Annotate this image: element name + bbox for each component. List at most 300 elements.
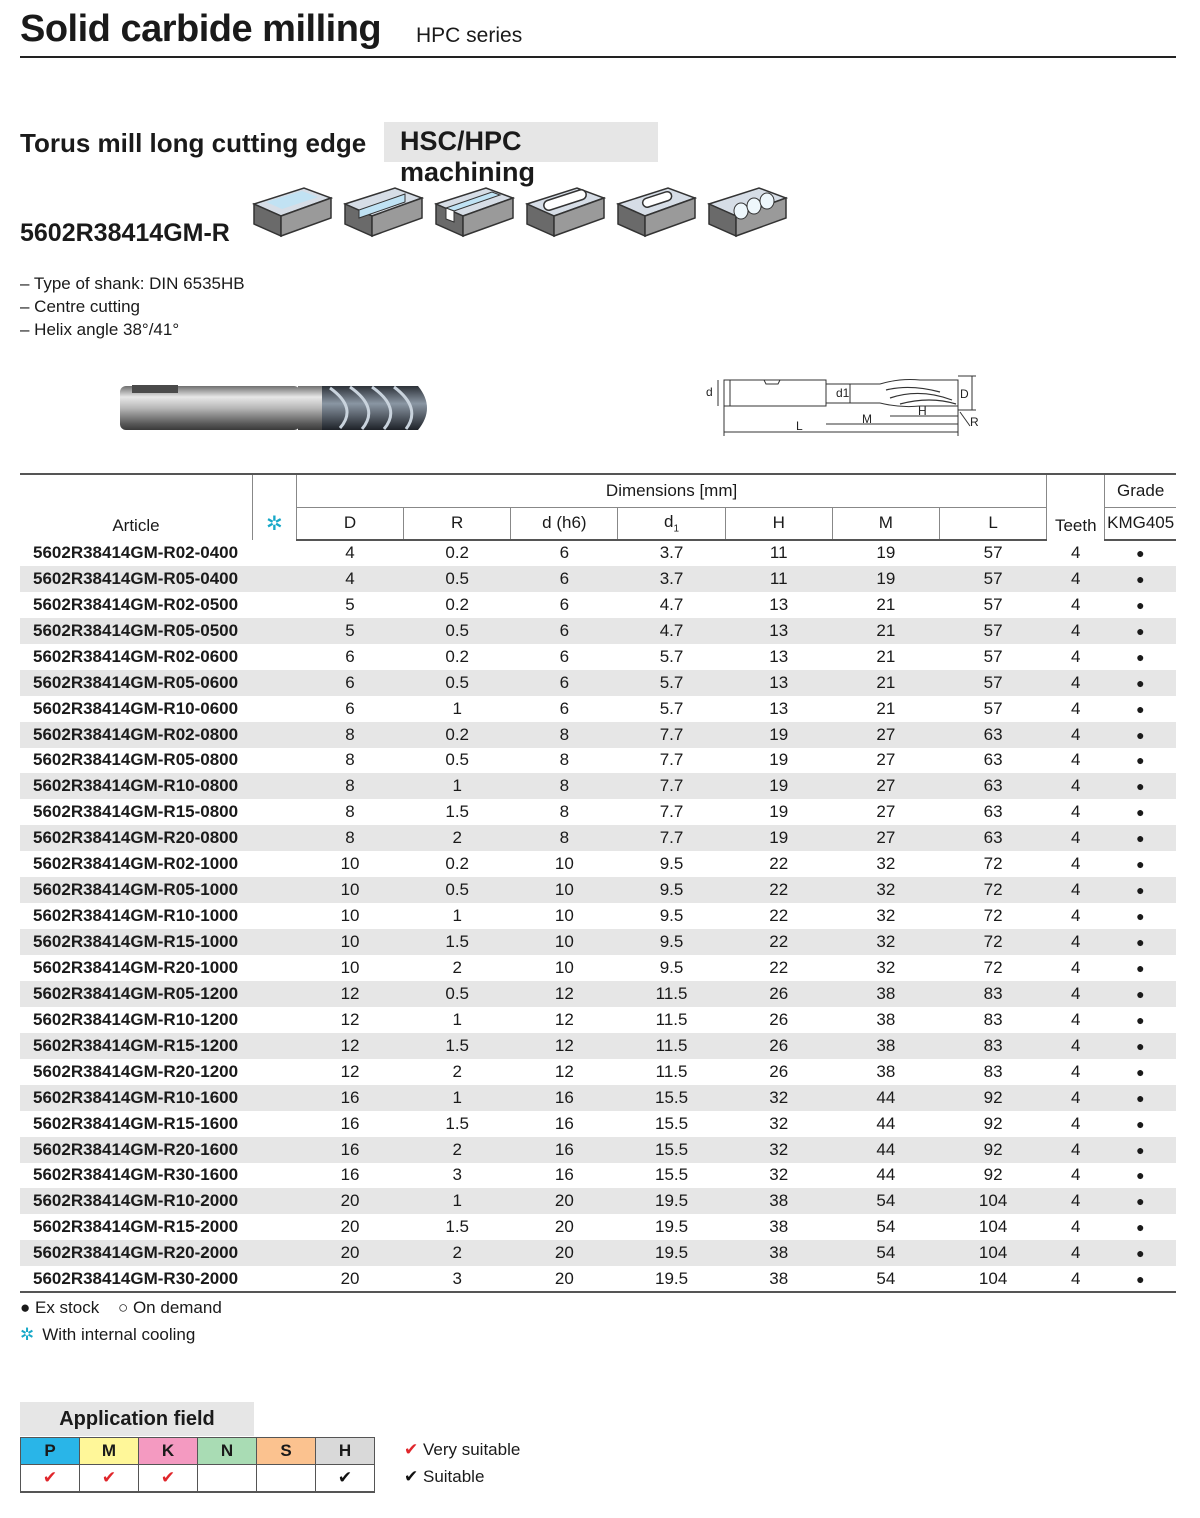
table-row: [20, 670, 1176, 696]
slot-milling-icon: [434, 182, 515, 242]
cell-H: 32: [725, 1085, 832, 1111]
cell-grade-kmg405: ●: [1105, 1240, 1176, 1266]
cell-grade-kmg405: ●: [1105, 981, 1176, 1007]
cell-L: 92: [983, 1165, 1003, 1185]
cell-M: 27: [832, 825, 939, 851]
cell-cooling-cell: [252, 1137, 296, 1163]
cell-article: 5602R38414GM-R20-1600: [20, 1137, 252, 1163]
table-row: [20, 618, 1176, 644]
table-row: [20, 1137, 1176, 1163]
table-row: [20, 981, 1176, 1007]
cell-D: 20: [340, 1217, 360, 1237]
table-row: [20, 1188, 1176, 1214]
cell-grade-kmg405: ●: [1136, 1011, 1145, 1028]
material-m: M: [80, 1438, 139, 1465]
cell-H: 38: [725, 1266, 832, 1292]
cell-d1: 9.5: [659, 906, 684, 926]
cell-d-h6: 6: [559, 698, 570, 718]
cell-teeth: 4: [1047, 877, 1105, 903]
cell-cooling-cell: [252, 722, 296, 748]
cell-article: 5602R38414GM-R20-1200: [33, 1061, 239, 1081]
cell-d1: 11.5: [618, 981, 725, 1007]
cell-R: 0.5: [404, 670, 511, 696]
cell-article: 5602R38414GM-R30-2000: [20, 1266, 252, 1292]
cell-H: 22: [769, 957, 789, 977]
cell-R: 1.5: [445, 1217, 470, 1237]
cell-R: 1.5: [404, 1033, 511, 1059]
pocket-milling-icon: [525, 182, 606, 242]
cell-d1: 15.5: [654, 1113, 689, 1133]
cell-M: 44: [832, 1137, 939, 1163]
cell-cooling-cell: [252, 1266, 296, 1292]
cell-R: 2: [452, 957, 462, 977]
cell-grade-kmg405: ●: [1136, 700, 1145, 717]
cell-teeth: 4: [1071, 698, 1081, 718]
cell-L: 92: [939, 1137, 1046, 1163]
material-p: P: [21, 1438, 80, 1465]
cell-M: 27: [876, 802, 896, 822]
cell-d-h6: 8: [559, 750, 570, 770]
cell-teeth: 4: [1071, 854, 1081, 874]
table-row: [20, 799, 1176, 825]
cell-article: 5602R38414GM-R15-2000: [33, 1217, 239, 1237]
very-suitable-label: Very suitable: [422, 1440, 521, 1459]
cell-teeth: 4: [1047, 981, 1105, 1007]
cell-grade-kmg405: ●: [1105, 773, 1176, 799]
cell-d-h6: 10: [554, 957, 574, 977]
cell-cooling-cell: [252, 592, 296, 618]
cell-article: 5602R38414GM-R05-1200: [20, 981, 252, 1007]
cell-article: 5602R38414GM-R10-1600: [20, 1085, 252, 1111]
cell-d1: 15.5: [618, 1085, 725, 1111]
material-k-suitability: ✔: [139, 1465, 198, 1492]
cell-cooling-cell: [252, 618, 296, 644]
header-H: H: [725, 507, 832, 540]
cell-teeth: 4: [1071, 906, 1081, 926]
cell-M: 32: [876, 854, 896, 874]
cell-cooling-cell: [252, 955, 296, 981]
material-h: H: [316, 1438, 375, 1465]
cell-cooling-cell: [252, 799, 296, 825]
ramping-icon: [616, 182, 697, 242]
cell-D: 16: [296, 1137, 403, 1163]
cell-grade-kmg405: ●: [1136, 545, 1145, 562]
tool-photo: [118, 378, 440, 438]
cell-d1: 9.5: [659, 854, 684, 874]
cell-L: 72: [983, 906, 1003, 926]
cell-L: 83: [939, 1033, 1046, 1059]
page-title: Solid carbide milling: [20, 8, 382, 50]
cell-d1: 9.5: [618, 877, 725, 903]
cell-H: 26: [769, 1009, 789, 1029]
cell-teeth: 4: [1047, 929, 1105, 955]
cell-R: 1: [452, 698, 462, 718]
cell-d-h6: 10: [511, 929, 618, 955]
very-suitable-check-icon: ✔: [404, 1440, 419, 1459]
cell-D: 10: [340, 957, 360, 977]
cell-R: 0.5: [404, 877, 511, 903]
cell-d-h6: 12: [554, 1009, 574, 1029]
table-row: [20, 1266, 1176, 1292]
cell-M: 54: [832, 1188, 939, 1214]
header-article: Article: [20, 474, 252, 540]
cell-M: 21: [832, 670, 939, 696]
cell-teeth: 4: [1047, 722, 1105, 748]
cell-cooling-cell: [252, 1111, 296, 1137]
cell-d-h6: 20: [554, 1217, 574, 1237]
cell-d-h6: 6: [511, 566, 618, 592]
cell-d1: 5.7: [659, 646, 684, 666]
cell-cooling-cell: [252, 1214, 296, 1240]
suitable-check-icon: ✔: [404, 1467, 419, 1486]
header-cooling: [252, 474, 296, 540]
header-M: M: [832, 507, 939, 540]
cell-H: 13: [725, 670, 832, 696]
cell-D: 20: [296, 1188, 403, 1214]
internal-cooling-icon: ✲: [20, 1325, 35, 1344]
cell-article: 5602R38414GM-R02-0800: [20, 722, 252, 748]
cell-d1: 19.5: [618, 1240, 725, 1266]
cell-d-h6: 10: [554, 854, 574, 874]
cell-R: 0.2: [404, 722, 511, 748]
suitability-legend: [404, 1436, 520, 1490]
cell-d-h6: 8: [511, 722, 618, 748]
legend-internal-cooling: With internal cooling: [42, 1325, 196, 1344]
cell-L: 57: [939, 618, 1046, 644]
cell-teeth: 4: [1071, 957, 1081, 977]
cell-D: 8: [296, 773, 403, 799]
cell-M: 44: [876, 1165, 896, 1185]
cell-d-h6: 10: [554, 906, 574, 926]
cell-M: 32: [832, 877, 939, 903]
cell-article: 5602R38414GM-R05-0800: [33, 750, 239, 770]
cell-R: 0.2: [445, 646, 470, 666]
cell-R: 0.5: [445, 750, 470, 770]
cell-d1: 5.7: [659, 698, 684, 718]
cell-cooling-cell: [252, 1007, 296, 1033]
cell-R: 3: [452, 1165, 462, 1185]
cell-d1: 11.5: [618, 1033, 725, 1059]
cell-M: 38: [832, 981, 939, 1007]
cell-grade-kmg405: ●: [1105, 670, 1176, 696]
cell-article: 5602R38414GM-R15-1600: [33, 1113, 239, 1133]
cell-H: 13: [769, 594, 789, 614]
table-row: [20, 773, 1176, 799]
drawing-label-H: H: [918, 404, 927, 418]
cell-article: 5602R38414GM-R10-2000: [20, 1188, 252, 1214]
cell-M: 54: [832, 1240, 939, 1266]
cell-L: 104: [939, 1266, 1046, 1292]
cell-R: 1.5: [404, 929, 511, 955]
cell-article: 5602R38414GM-R10-1000: [33, 906, 239, 926]
cell-D: 16: [340, 1113, 360, 1133]
cell-d-h6: 12: [511, 1033, 618, 1059]
cell-teeth: 4: [1047, 1188, 1105, 1214]
cell-d1: 7.7: [659, 802, 684, 822]
cell-cooling-cell: [252, 1033, 296, 1059]
cell-M: 21: [876, 646, 896, 666]
cell-D: 10: [296, 929, 403, 955]
cell-teeth: 4: [1071, 750, 1081, 770]
cell-R: 2: [452, 1061, 462, 1081]
tool-dimension-drawing: [700, 370, 990, 440]
cell-M: 54: [876, 1217, 896, 1237]
cell-grade-kmg405: ●: [1136, 1063, 1145, 1080]
cell-L: 57: [983, 543, 1003, 563]
feature-helix-angle: – Helix angle 38°/41°: [20, 320, 180, 339]
series-label: HPC series: [416, 24, 523, 47]
cell-R: 0.2: [445, 854, 470, 874]
header-d-h6: d (h6): [511, 507, 618, 540]
cell-R: 1: [404, 1188, 511, 1214]
cell-D: 4: [296, 566, 403, 592]
cell-article: 5602R38414GM-R05-0400: [20, 566, 252, 592]
cell-M: 32: [876, 906, 896, 926]
cell-R: 2: [404, 1240, 511, 1266]
cell-M: 54: [832, 1266, 939, 1292]
cell-M: 27: [832, 773, 939, 799]
cell-grade-kmg405: ●: [1105, 1085, 1176, 1111]
application-field-title: Application field: [20, 1402, 254, 1436]
cell-teeth: 4: [1047, 1240, 1105, 1266]
cell-teeth: 4: [1047, 1085, 1105, 1111]
cell-cooling-cell: [252, 1188, 296, 1214]
header-D: D: [296, 507, 403, 540]
table-row: [20, 1085, 1176, 1111]
drawing-label-d: d: [706, 385, 713, 399]
cell-d-h6: 8: [511, 825, 618, 851]
cell-cooling-cell: [252, 877, 296, 903]
cell-cooling-cell: [252, 981, 296, 1007]
cell-R: 0.5: [404, 566, 511, 592]
cell-D: 10: [340, 906, 360, 926]
cell-grade-kmg405: ●: [1136, 648, 1145, 665]
cell-d1: 7.7: [618, 773, 725, 799]
cell-d-h6: 10: [511, 877, 618, 903]
cell-H: 26: [769, 1061, 789, 1081]
cell-D: 12: [296, 981, 403, 1007]
drawing-label-d1: d1: [836, 386, 850, 400]
cell-d1: 19.5: [654, 1217, 689, 1237]
cell-D: 10: [296, 877, 403, 903]
cell-cooling-cell: [252, 1059, 296, 1085]
cell-L: 63: [939, 773, 1046, 799]
cell-d1: 9.5: [618, 929, 725, 955]
table-row: [20, 877, 1176, 903]
cell-R: 0.5: [404, 981, 511, 1007]
cell-cooling-cell: [252, 1085, 296, 1111]
cell-article: 5602R38414GM-R05-1000: [20, 877, 252, 903]
cell-R: 1: [404, 1085, 511, 1111]
material-s: S: [257, 1438, 316, 1465]
cell-cooling-cell: [252, 903, 296, 929]
header-dimensions: Dimensions [mm]: [296, 474, 1046, 507]
cell-grade-kmg405: ●: [1136, 856, 1145, 873]
section-title: Torus mill long cutting edge: [20, 128, 367, 158]
cell-M: 21: [832, 618, 939, 644]
cell-H: 13: [769, 646, 789, 666]
cell-d1: 11.5: [655, 1009, 688, 1029]
cell-D: 12: [296, 1033, 403, 1059]
cell-H: 32: [769, 1113, 789, 1133]
table-row: [20, 1163, 1176, 1189]
cell-D: 6: [345, 646, 355, 666]
cell-grade-kmg405: ●: [1136, 596, 1145, 613]
cell-L: 72: [983, 854, 1003, 874]
header-grade: Grade: [1105, 474, 1176, 507]
cell-M: 27: [876, 750, 896, 770]
cell-teeth: 4: [1071, 1061, 1081, 1081]
cell-D: 12: [340, 1009, 360, 1029]
cell-H: 22: [725, 929, 832, 955]
cell-R: 2: [404, 1137, 511, 1163]
header-R: R: [404, 507, 511, 540]
header-grade-kmg405: KMG405: [1105, 507, 1176, 540]
cell-d-h6: 20: [511, 1266, 618, 1292]
cell-R: 1.5: [445, 1113, 470, 1133]
machining-icons: [252, 182, 788, 242]
cell-d1: 11.5: [655, 1061, 688, 1081]
cell-H: 26: [725, 1033, 832, 1059]
cell-d-h6: 8: [511, 773, 618, 799]
cell-D: 20: [296, 1266, 403, 1292]
cell-H: 38: [725, 1240, 832, 1266]
cell-d-h6: 12: [554, 1061, 574, 1081]
cell-grade-kmg405: ●: [1105, 1033, 1176, 1059]
cell-grade-kmg405: ●: [1105, 929, 1176, 955]
cell-article: 5602R38414GM-R05-0500: [20, 618, 252, 644]
drawing-label-L: L: [796, 419, 803, 433]
cell-grade-kmg405: ●: [1136, 804, 1145, 821]
cell-M: 32: [832, 929, 939, 955]
cell-D: 8: [345, 802, 355, 822]
cell-cooling-cell: [252, 540, 296, 566]
cell-D: 10: [340, 854, 360, 874]
cell-teeth: 4: [1071, 594, 1081, 614]
cell-d1: 3.7: [659, 543, 684, 563]
cell-grade-kmg405: ●: [1105, 877, 1176, 903]
cell-cooling-cell: [252, 748, 296, 774]
cell-L: 83: [939, 981, 1046, 1007]
table-row: [20, 955, 1176, 981]
cell-H: 38: [769, 1217, 789, 1237]
drawing-label-R: R: [970, 415, 979, 429]
cell-article: 5602R38414GM-R20-2000: [20, 1240, 252, 1266]
cell-H: 11: [725, 566, 832, 592]
legend-on-demand: ○ On demand: [117, 1298, 222, 1317]
cell-M: 38: [876, 1061, 896, 1081]
stock-legend: [20, 1294, 236, 1348]
cell-D: 16: [296, 1085, 403, 1111]
cell-R: 0.2: [445, 594, 470, 614]
material-m-suitability: ✔: [80, 1465, 139, 1492]
cell-L: 72: [939, 877, 1046, 903]
table-row: [20, 929, 1176, 955]
cell-teeth: 4: [1047, 670, 1105, 696]
cell-cooling-cell: [252, 644, 296, 670]
cell-d-h6: 12: [511, 981, 618, 1007]
cell-d1: 15.5: [654, 1165, 689, 1185]
cell-d1: 4.7: [659, 594, 684, 614]
cell-D: 5: [345, 594, 355, 614]
cell-d-h6: 6: [559, 594, 570, 614]
table-row: [20, 1059, 1176, 1085]
cell-d-h6: 16: [511, 1137, 618, 1163]
table-row: [20, 1007, 1176, 1033]
cell-d-h6: 20: [511, 1240, 618, 1266]
cell-d1: 15.5: [618, 1137, 725, 1163]
table-row: [20, 903, 1176, 929]
table-row: [20, 1240, 1176, 1266]
cell-article: 5602R38414GM-R15-1200: [20, 1033, 252, 1059]
material-s-suitability: [257, 1465, 316, 1492]
cell-R: 1: [452, 1009, 462, 1029]
cell-L: 83: [983, 1061, 1003, 1081]
cell-cooling-cell: [252, 773, 296, 799]
cell-cooling-cell: [252, 1240, 296, 1266]
cell-H: 19: [769, 750, 789, 770]
cell-L: 72: [983, 957, 1003, 977]
cell-d-h6: 8: [559, 802, 570, 822]
cell-R: 1: [452, 906, 462, 926]
cell-H: 38: [725, 1188, 832, 1214]
cell-article: 5602R38414GM-R02-1000: [33, 854, 239, 874]
suitable-label: Suitable: [422, 1467, 485, 1486]
face-milling-icon: [252, 182, 333, 242]
cell-grade-kmg405: ●: [1136, 908, 1145, 925]
cell-M: 21: [876, 698, 896, 718]
header-teeth: Teeth: [1047, 474, 1105, 540]
cell-article: 5602R38414GM-R20-1000: [33, 957, 239, 977]
cell-R: 1: [404, 773, 511, 799]
cell-H: 32: [725, 1137, 832, 1163]
cell-H: 19: [725, 825, 832, 851]
table-row: [20, 748, 1176, 774]
cell-d-h6: 16: [511, 1085, 618, 1111]
cell-M: 38: [876, 1009, 896, 1029]
material-k: K: [139, 1438, 198, 1465]
cell-M: 19: [832, 566, 939, 592]
cell-d1: 5.7: [618, 670, 725, 696]
cell-L: 57: [983, 646, 1003, 666]
cell-H: 22: [769, 906, 789, 926]
cell-M: 38: [832, 1033, 939, 1059]
cell-cooling-cell: [252, 929, 296, 955]
cell-H: 19: [725, 722, 832, 748]
cell-teeth: 4: [1047, 825, 1105, 851]
table-row: [20, 1033, 1176, 1059]
cell-d-h6: 20: [511, 1188, 618, 1214]
table-row: [20, 644, 1176, 670]
feature-shank: – Type of shank: DIN 6535HB: [20, 274, 245, 293]
feature-list: [20, 272, 245, 341]
cell-grade-kmg405: ●: [1105, 1266, 1176, 1292]
cell-article: 5602R38414GM-R15-1000: [20, 929, 252, 955]
cell-article: 5602R38414GM-R02-0400: [33, 542, 239, 562]
cell-d-h6: 16: [554, 1165, 574, 1185]
legend-ex-stock: ● Ex stock: [20, 1298, 100, 1317]
cell-grade-kmg405: ●: [1136, 1219, 1145, 1236]
cell-article: 5602R38414GM-R10-0800: [20, 773, 252, 799]
drawing-label-D: D: [960, 387, 969, 401]
cell-d-h6: 6: [559, 543, 570, 563]
cell-R: 1.5: [445, 802, 470, 822]
cell-d1: 4.7: [618, 618, 725, 644]
cell-H: 32: [769, 1165, 789, 1185]
cell-L: 104: [978, 1217, 1008, 1237]
table-row: [20, 592, 1176, 618]
cell-cooling-cell: [252, 1163, 296, 1189]
